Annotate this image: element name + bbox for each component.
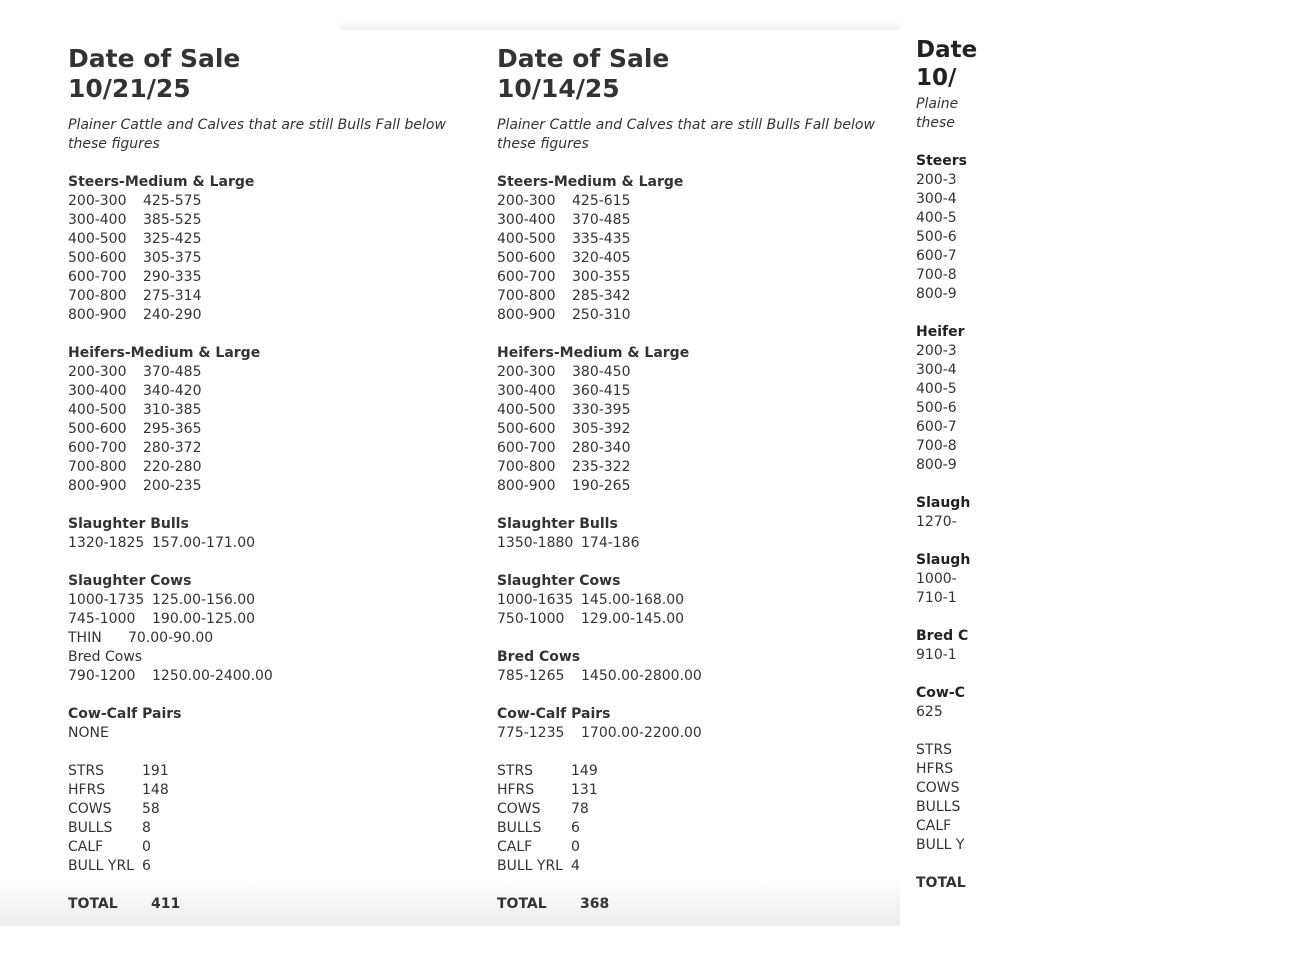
list-item: [68, 781, 468, 800]
count-label: COWS: [497, 801, 541, 817]
total-label: TOTAL: [916, 875, 966, 891]
weight: THIN: [68, 630, 102, 646]
steers-title: Steers-Medium & Large: [68, 174, 255, 190]
table-row: [68, 268, 468, 287]
weight: 700-800: [68, 459, 127, 475]
weight: 790-1200: [68, 668, 136, 684]
table-row: 400-5: [916, 210, 957, 226]
left-clipped-fragment: [0, 0, 12, 960]
list-item: [68, 857, 468, 876]
count-value: 149: [571, 763, 598, 779]
cow-calf-pairs-title: Cow-C: [916, 685, 965, 701]
partial-column-content: [916, 36, 1216, 893]
top-shadow: [340, 20, 900, 30]
table-row: [68, 230, 468, 249]
weight: 200-300: [497, 364, 556, 380]
sale-date: 10/: [916, 65, 957, 91]
count-label: BULL Y: [916, 837, 965, 853]
sale-label: Date of Sale: [497, 44, 670, 73]
weight: 600-700: [497, 269, 556, 285]
price: 330-395: [572, 402, 631, 418]
count-value: 6: [142, 858, 151, 874]
price: 280-372: [143, 440, 202, 456]
weight: 800-900: [68, 478, 127, 494]
table-row: [497, 363, 887, 382]
bred-cows-title: Bred Cows: [497, 649, 581, 665]
count-label: BULL YRL: [497, 858, 563, 874]
table-row: [497, 306, 887, 325]
weight: 400-500: [497, 231, 556, 247]
cow-calf-pairs-title: Cow-Calf Pairs: [497, 706, 611, 722]
price: 275-314: [143, 288, 202, 304]
price: 295-365: [143, 421, 202, 437]
table-row: [68, 591, 468, 610]
table-row: [497, 230, 887, 249]
list-item: [497, 838, 887, 857]
slaughter-cows-title: Slaughter Cows: [497, 573, 621, 589]
weight: 300-400: [497, 212, 556, 228]
count-label: COWS: [68, 801, 112, 817]
table-row: [68, 249, 468, 268]
count-value: 131: [571, 782, 598, 798]
weight: 800-900: [497, 478, 556, 494]
total-label: TOTAL: [497, 896, 547, 912]
list-item: [497, 800, 887, 819]
table-row: 1270-: [916, 514, 957, 530]
weight: 785-1265: [497, 668, 565, 684]
weight: NONE: [68, 725, 109, 741]
slaughter-cows-title: Slaugh: [916, 552, 971, 568]
weight: 300-400: [497, 383, 556, 399]
weight: 500-600: [497, 250, 556, 266]
count-label: CALF: [916, 818, 952, 834]
price: 305-375: [143, 250, 202, 266]
weight: 745-1000: [68, 611, 136, 627]
note-line: Plaine: [916, 96, 959, 112]
price: 360-415: [572, 383, 631, 399]
table-row: [68, 192, 468, 211]
total-value: 411: [151, 896, 181, 912]
weight: 300-400: [68, 383, 127, 399]
weight: 700-800: [497, 459, 556, 475]
table-row: [497, 439, 887, 458]
price: 129.00-145.00: [581, 611, 685, 627]
price: 145.00-168.00: [581, 592, 685, 608]
price: 370-485: [143, 364, 202, 380]
weight: 800-900: [68, 307, 127, 323]
price: 425-575: [143, 193, 202, 209]
count-label: HFRS: [916, 761, 954, 777]
weight: 600-700: [68, 440, 127, 456]
table-row: 700-8: [916, 267, 957, 283]
count-value: 6: [571, 820, 580, 836]
price: 240-290: [143, 307, 202, 323]
table-row: [497, 534, 887, 553]
count-label: BULLS: [916, 799, 961, 815]
list-item: [497, 857, 887, 876]
slaughter-cows-title: Slaughter Cows: [68, 573, 192, 589]
list-item: [68, 762, 468, 781]
price: 1450.00-2800.00: [581, 668, 702, 684]
count-label: BULLS: [497, 820, 542, 836]
weight: 400-500: [68, 231, 127, 247]
list-item: [497, 819, 887, 838]
steers-title: Steers: [916, 153, 968, 169]
weight: 200-300: [497, 193, 556, 209]
table-row: [68, 534, 468, 553]
weight: 1000-1735: [68, 592, 145, 608]
table-row: [68, 401, 468, 420]
table-row: [497, 458, 887, 477]
steers-list: [497, 192, 887, 325]
price: 1250.00-2400.00: [152, 668, 273, 684]
table-row: 300-4: [916, 362, 957, 378]
price: 310-385: [143, 402, 202, 418]
price: 190.00-125.00: [152, 611, 256, 627]
weight: 1000-1635: [497, 592, 574, 608]
price: 305-392: [572, 421, 631, 437]
total-row: [68, 895, 468, 914]
sale-column-3-partial: [900, 0, 978, 960]
steers-list: [68, 192, 468, 325]
table-row: [68, 629, 468, 648]
table-row: [68, 667, 468, 686]
count-value: 4: [571, 858, 580, 874]
list-item: [68, 819, 468, 838]
count-value: 191: [142, 763, 169, 779]
note-line: these: [916, 115, 955, 131]
heifers-title: Heifer: [916, 324, 965, 340]
list-item: [497, 781, 887, 800]
price: 425-615: [572, 193, 631, 209]
list-item: [497, 762, 887, 781]
count-label: STRS: [916, 742, 953, 758]
sale-label: Date: [916, 37, 978, 63]
sale-date: 10/14/25: [497, 74, 620, 103]
count-value: 148: [142, 782, 169, 798]
total-row: [497, 895, 887, 914]
table-row: [68, 439, 468, 458]
table-row: [68, 382, 468, 401]
weight: 200-300: [68, 364, 127, 380]
table-row: 625: [916, 704, 943, 720]
count-label: STRS: [497, 763, 534, 779]
head-count-list: [916, 741, 1216, 855]
table-row: 800-9: [916, 286, 957, 302]
table-row: 800-9: [916, 457, 957, 473]
count-label: BULLS: [68, 820, 113, 836]
weight: 200-300: [68, 193, 127, 209]
count-value: 78: [571, 801, 589, 817]
table-row: 600-7: [916, 419, 957, 435]
slaughter-bulls-title: Slaughter Bulls: [68, 516, 189, 532]
table-row: [497, 287, 887, 306]
table-row: [68, 420, 468, 439]
heifers-title: Heifers-Medium & Large: [68, 345, 261, 361]
price: 370-485: [572, 212, 631, 228]
table-row: [497, 667, 887, 686]
table-row: [497, 268, 887, 287]
weight: 300-400: [68, 212, 127, 228]
price: 200-235: [143, 478, 202, 494]
table-row: [497, 610, 887, 629]
table-row: 200-3: [916, 343, 957, 359]
count-label: STRS: [68, 763, 105, 779]
price: 190-265: [572, 478, 631, 494]
head-count-list: [68, 762, 468, 876]
bred-cows-title: Bred C: [916, 628, 969, 644]
price: 250-310: [572, 307, 631, 323]
table-row: 300-4: [916, 191, 957, 207]
price: 70.00-90.00: [128, 630, 214, 646]
sale-note: Plainer Cattle and Calves that are still Bulls Fall below these figures: [68, 117, 446, 152]
total-label: TOTAL: [68, 896, 118, 912]
sale-date: 10/21/25: [68, 74, 191, 103]
table-row: [68, 306, 468, 325]
table-row: 500-6: [916, 229, 957, 245]
weight: 1350-1880: [497, 535, 574, 551]
cow-calf-pairs-title: Cow-Calf Pairs: [68, 706, 182, 722]
price: 1700.00-2200.00: [581, 725, 702, 741]
weight: 700-800: [68, 288, 127, 304]
table-row: [68, 287, 468, 306]
list-item: [68, 800, 468, 819]
slaughter-bulls-title: Slaughter Bulls: [497, 516, 618, 532]
table-row: [497, 382, 887, 401]
weight: 1320-1825: [68, 535, 145, 551]
table-row: 710-1: [916, 590, 957, 606]
count-value: 0: [142, 839, 151, 855]
price: 300-355: [572, 269, 631, 285]
list-item: [68, 838, 468, 857]
count-label: BULL YRL: [68, 858, 134, 874]
count-label: CALF: [497, 839, 533, 855]
weight: 600-700: [68, 269, 127, 285]
price: 174-186: [581, 535, 640, 551]
price: 280-340: [572, 440, 631, 456]
steers-title: Steers-Medium & Large: [497, 174, 684, 190]
sale-label: Date of Sale: [68, 44, 241, 73]
sale-column-1: [68, 44, 468, 914]
table-row: [497, 211, 887, 230]
weight: 400-500: [68, 402, 127, 418]
count-value: 0: [571, 839, 580, 855]
table-row: 200-3: [916, 172, 957, 188]
price: 235-322: [572, 459, 631, 475]
table-row: [497, 420, 887, 439]
table-row: [68, 458, 468, 477]
count-label: HFRS: [68, 782, 106, 798]
table-row: [497, 401, 887, 420]
bred-cows-title: Bred Cows: [68, 649, 143, 665]
heifers-list: [497, 363, 887, 496]
table-row: 700-8: [916, 438, 957, 454]
sale-column-2: [497, 44, 887, 914]
weight: 500-600: [68, 250, 127, 266]
table-row: [497, 724, 887, 743]
table-row: [68, 477, 468, 496]
table-row: 600-7: [916, 248, 957, 264]
count-label: COWS: [916, 780, 960, 796]
head-count-list: [497, 762, 887, 876]
weight: 600-700: [497, 440, 556, 456]
table-row: 910-1: [916, 647, 957, 663]
table-row: [68, 724, 468, 743]
count-label: HFRS: [497, 782, 535, 798]
count-value: 58: [142, 801, 160, 817]
price: 380-450: [572, 364, 631, 380]
price: 340-420: [143, 383, 202, 399]
table-row: 1000-: [916, 571, 957, 587]
table-row: [497, 192, 887, 211]
slaughter-bulls-title: Slaugh: [916, 495, 971, 511]
price: 385-525: [143, 212, 202, 228]
weight: 400-500: [497, 402, 556, 418]
weight: 800-900: [497, 307, 556, 323]
heifers-list: [68, 363, 468, 496]
weight: 500-600: [497, 421, 556, 437]
price: 320-405: [572, 250, 631, 266]
table-row: [497, 477, 887, 496]
table-row: 400-5: [916, 381, 957, 397]
count-label: CALF: [68, 839, 104, 855]
weight: 500-600: [68, 421, 127, 437]
table-row: [68, 363, 468, 382]
sale-note: [916, 95, 1296, 133]
price: 157.00-171.00: [152, 535, 256, 551]
price: 125.00-156.00: [152, 592, 256, 608]
price: 335-435: [572, 231, 631, 247]
table-row: [68, 610, 468, 629]
sale-note: Plainer Cattle and Calves that are still Bulls Fall below these figures: [497, 117, 875, 152]
price: 325-425: [143, 231, 202, 247]
table-row: [497, 249, 887, 268]
heifers-title: Heifers-Medium & Large: [497, 345, 690, 361]
table-row: [68, 211, 468, 230]
table-row: [497, 591, 887, 610]
weight: 775-1235: [497, 725, 565, 741]
price: 220-280: [143, 459, 202, 475]
table-row: 500-6: [916, 400, 957, 416]
total-value: 368: [580, 896, 610, 912]
weight: 700-800: [497, 288, 556, 304]
price: 285-342: [572, 288, 631, 304]
price: 290-335: [143, 269, 202, 285]
count-value: 8: [142, 820, 151, 836]
weight: 750-1000: [497, 611, 565, 627]
